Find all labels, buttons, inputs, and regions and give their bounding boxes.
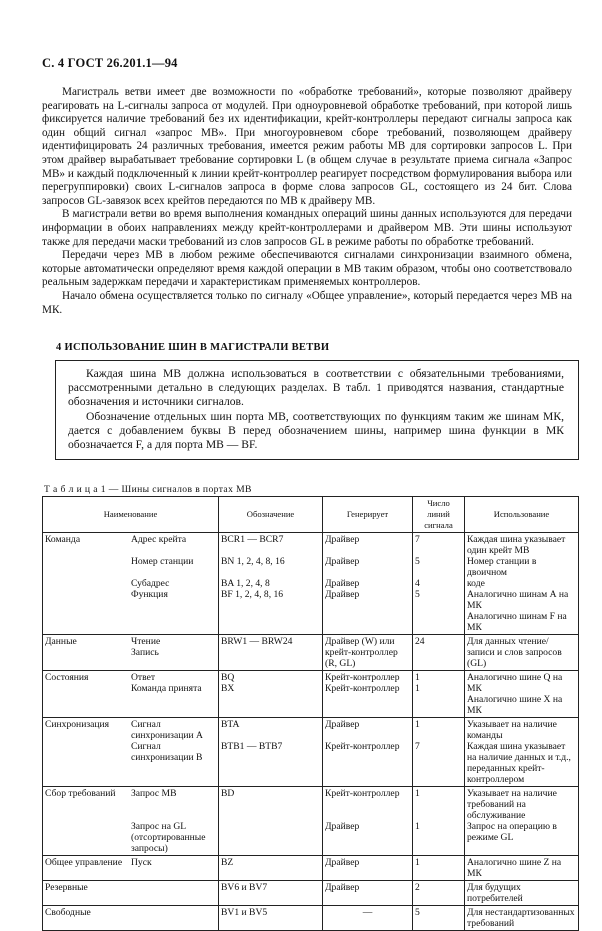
signal-name: Запись: [131, 647, 159, 658]
usage: Аналогично шинам F на МК: [467, 611, 567, 633]
generator: Драйвер: [325, 556, 360, 567]
signal-name: Сигнал синхронизации В: [131, 741, 203, 763]
signal-code: BTB1 — BTB7: [221, 741, 283, 752]
framed-requirements: [55, 360, 579, 460]
line-count: 7: [415, 741, 420, 752]
table-row: [43, 881, 579, 906]
group-label: Состояния: [45, 672, 89, 683]
generator: Драйвер: [325, 719, 360, 730]
generator-cell: [323, 718, 413, 787]
signal-code: BD: [221, 788, 235, 799]
name-cell: [43, 635, 219, 671]
line-count: 24: [415, 636, 425, 647]
generator: —: [362, 907, 373, 918]
signal-code: BTA: [221, 719, 240, 730]
code-cell: [219, 671, 323, 718]
signal-name: Команда принята: [131, 683, 202, 694]
line-count: 1: [415, 672, 420, 683]
usage-cell: [465, 787, 579, 856]
section-title: 4 ИСПОЛЬЗОВАНИЕ ШИН В МАГИСТРАЛИ ВЕТВИ: [56, 342, 330, 353]
usage: Указывает на наличие требований на обслуживание: [467, 788, 557, 821]
usage: Каждая шина указывает один крейт МВ: [467, 534, 566, 556]
signal-name: Ответ: [131, 672, 156, 683]
signal-code: BA 1, 2, 4, 8: [221, 578, 270, 589]
usage-cell: [465, 881, 579, 906]
usage-cell: [465, 718, 579, 787]
body-text: [42, 86, 572, 317]
signal-name: Функция: [131, 589, 168, 600]
signal-code: BCR1 — BCR7: [221, 534, 284, 545]
usage: Каждая шина указывает на наличие данных и т.д., переданных крейт-контроллером: [467, 741, 571, 785]
name-cell: [43, 906, 219, 931]
signal-name: Сигнал синхронизации А: [131, 719, 203, 741]
count-cell: [413, 856, 465, 881]
generator: Крейт-контроллер: [325, 788, 400, 799]
usage-cell: [465, 906, 579, 931]
usage: Аналогично шине X на МК: [467, 694, 563, 716]
paragraph: Магистраль ветви имеет две возможности по «обработке требований», которые позволяют драйверу реагировать на L-сигналы запроса от модулей. При одноуровневой обработке требований, при которой лишь фиксируется наличие требований без их идентификации, крейт-контроллеры передают сигналы запроса как один общий сигнал «запрос МВ». При многоуровневом сборе требований, позволяющем драйверу идентифицировать 24 различных требования, имеется режим работы МВ для сортировки запросов L. При этом драйвер вырабатывает требование сортировки L (в общем случае в результате приема сигнала «Запрос МВ» и каждый подключенный к линии крейт-контроллер реагирует посредством формулирования выбора или перегруппировки) своих L-сигналов запроса в форме слова запросов GL, состоящего из 24 бит. Слова запросов GL-завязок всех крейтов передаются по МВ к драйверу МВ.: [42, 86, 572, 207]
usage-cell: [465, 635, 579, 671]
name-cell: [43, 533, 219, 635]
table-row: [43, 671, 579, 718]
paragraph: В магистрали ветви во время выполнения командных операций шины данных используются для передачи информации в обоих направлениях между крейт-контроллерами и драйвером МВ. Эти шины используют также для передачи маски требований из слов запросов GL в режиме работы по обработке требований.: [42, 208, 572, 248]
count-cell: [413, 671, 465, 718]
generator: Драйвер: [325, 589, 360, 600]
code-cell: [219, 635, 323, 671]
table-row: [43, 718, 579, 787]
signal-bus-table: [42, 496, 579, 931]
group-label: Свободные: [45, 907, 91, 918]
count-cell: [413, 881, 465, 906]
usage: Для нестандартизованных требований: [467, 907, 575, 929]
header-code: Обозначение: [219, 497, 323, 533]
paragraph: Передачи через МВ в любом режиме обеспечиваются сигналами синхронизации взаимного обмена, которые автоматически определяют время каждой операции в МВ таким образом, чтобы оно соответствовало реальным задержкам передачи и характеристикам применяемых контроллеров.: [42, 249, 572, 289]
code-cell: [219, 906, 323, 931]
line-count: 5: [415, 589, 420, 600]
line-count: 1: [415, 788, 420, 799]
signal-code: BRW1 — BRW24: [221, 636, 293, 647]
count-cell: [413, 718, 465, 787]
name-cell: [43, 671, 219, 718]
code-cell: [219, 881, 323, 906]
count-cell: [413, 635, 465, 671]
table-caption: Т а б л и ц а 1 — Шины сигналов в портах МВ: [44, 484, 252, 495]
group-label: Синхронизация: [45, 719, 110, 730]
table-row: [43, 787, 579, 856]
header-name: Наименование: [43, 497, 219, 533]
generator-cell: [323, 787, 413, 856]
line-count: 1: [415, 857, 420, 868]
signal-code: BF 1, 2, 4, 8, 16: [221, 589, 284, 600]
signal-name: Чтение: [131, 636, 161, 647]
name-cell: [43, 718, 219, 787]
header-line-count: Число линий сигнала: [413, 497, 465, 533]
generator: Драйвер (W) или крейт-контроллер (R, GL): [325, 636, 398, 669]
line-count: 5: [415, 907, 420, 918]
signal-code: BZ: [221, 857, 234, 868]
generator: Драйвер: [325, 578, 360, 589]
usage: Номер станции в двоичном: [467, 556, 537, 578]
signal-code: BX: [221, 683, 235, 694]
generator: Драйвер: [325, 882, 360, 893]
code-cell: [219, 718, 323, 787]
group-label: Данные: [45, 636, 77, 647]
signal-code: BQ: [221, 672, 235, 683]
usage: коде: [467, 578, 485, 589]
generator-cell: [323, 906, 413, 931]
generator: Драйвер: [325, 821, 360, 832]
line-count: 7: [415, 534, 420, 545]
line-count: 4: [415, 578, 420, 589]
table-row: [43, 635, 579, 671]
usage: Для будущих потребителей: [467, 882, 523, 904]
generator-cell: [323, 533, 413, 635]
signal-name: Запрос МВ: [131, 788, 177, 799]
name-cell: [43, 856, 219, 881]
usage: Для данных чтение/записи и слов запросов (GL): [467, 636, 562, 669]
header-usage: Использование: [465, 497, 579, 533]
generator: Драйвер: [325, 534, 360, 545]
usage: Аналогично шинам А на МК: [467, 589, 569, 611]
signal-name: Запрос на GL (отсортированные запросы): [131, 821, 206, 854]
group-label: Общее управление: [45, 857, 123, 868]
generator-cell: [323, 671, 413, 718]
header-generator: Генерирует: [323, 497, 413, 533]
usage-cell: [465, 533, 579, 635]
line-count: 1: [415, 683, 420, 694]
generator: Крейт-контроллер: [325, 683, 400, 694]
line-count: 1: [415, 719, 420, 730]
paragraph: Начало обмена осуществляется только по сигналу «Общее управление», который передается через МВ на МК.: [42, 289, 572, 316]
signal-code: BN 1, 2, 4, 8, 16: [221, 556, 285, 567]
count-cell: [413, 533, 465, 635]
line-count: 5: [415, 556, 420, 567]
usage: Запрос на операцию в режиме GL: [467, 821, 557, 843]
signal-code: BV6 и BV7: [221, 882, 268, 893]
generator-cell: [323, 856, 413, 881]
generator: Драйвер: [325, 857, 360, 868]
code-cell: [219, 533, 323, 635]
name-cell: [43, 881, 219, 906]
line-count: 1: [415, 821, 420, 832]
signal-name: Номер станции: [131, 556, 194, 567]
group-label: Команда: [45, 534, 81, 545]
code-cell: [219, 856, 323, 881]
generator-cell: [323, 635, 413, 671]
table-header-row: [43, 497, 579, 533]
count-cell: [413, 787, 465, 856]
signal-name: Субадрес: [131, 578, 170, 589]
group-label: Сбор требований: [45, 788, 116, 799]
usage: Аналогично шине Z на МК: [467, 857, 562, 879]
generator-cell: [323, 881, 413, 906]
group-label: Резервные: [45, 882, 88, 893]
count-cell: [413, 906, 465, 931]
code-cell: [219, 787, 323, 856]
name-cell: [43, 787, 219, 856]
signal-name: Адрес крейта: [131, 534, 187, 545]
box-paragraph: Обозначение отдельных шин порта МВ, соответствующих по функциям таким же шинам МК, дается с добавлением буквы В перед обозначением шины, например шина функции в МК обозначается F, а для порта МВ — BF.: [68, 409, 564, 452]
generator: Крейт-контроллер: [325, 672, 400, 683]
usage: Аналогично шине Q на МК: [467, 672, 563, 694]
usage: Указывает на наличие команды: [467, 719, 557, 741]
signal-name: Пуск: [131, 857, 152, 868]
usage-cell: [465, 856, 579, 881]
signal-code: BV1 и BV5: [221, 907, 268, 918]
table-row: [43, 856, 579, 881]
table-row: [43, 533, 579, 635]
page-header: С. 4 ГОСТ 26.201.1—94: [42, 56, 178, 70]
usage-cell: [465, 671, 579, 718]
line-count: 2: [415, 882, 420, 893]
table-row: [43, 906, 579, 931]
box-paragraph: Каждая шина МВ должна использоваться в соответствии с обязательными требованиями, рассмотренными детально в следующих разделах. В табл. 1 приводятся названия, стандартные обозначения и источники сигналов.: [68, 367, 564, 409]
generator: Крейт-контроллер: [325, 741, 400, 752]
